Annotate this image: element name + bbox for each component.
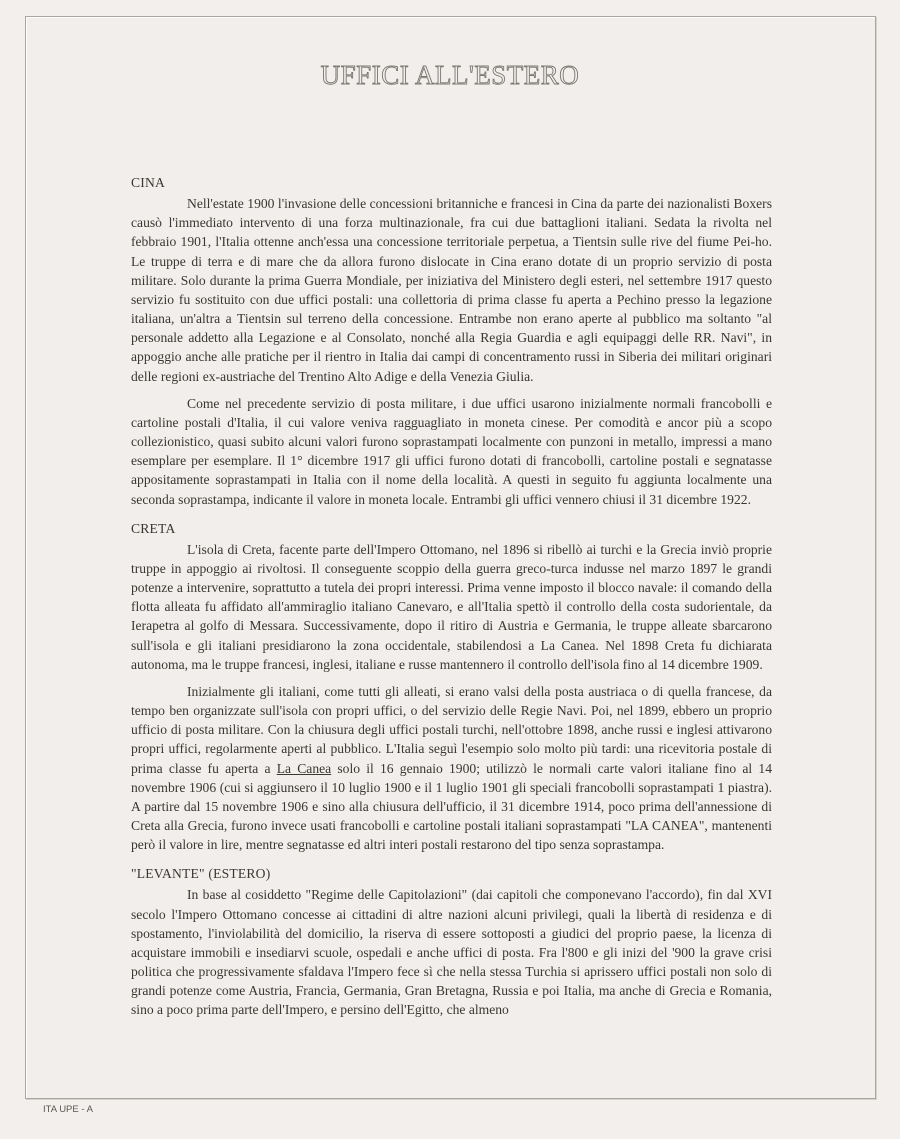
section-creta [131, 519, 772, 855]
paragraph [131, 682, 772, 854]
document-body [131, 173, 772, 1028]
section-heading: CINA [131, 175, 166, 190]
section-levante [131, 864, 772, 1019]
paragraph-text: Inizialmente gli italiani, come tutti gli alleati, si erano valsi della posta austriaca o di quella francese, da tempo ben organizzate sull'isola con propri uffici, o del servizio delle Regie Navi. Poi, nel 1899, ebbero un proprio ufficio di posta militare. Con la chiusura degli uffici postali turchi, nell'ottobre 1898, anche russi e inglesi attivarono propri uffici, regolarmente aperti al pubblico. L'Italia seguì l'esempio solo molto più tardi: una ricevitoria postale di prima classe fu aperta a [131, 683, 772, 776]
paragraph: Come nel precedente servizio di posta militare, i due uffici usarono inizialmente normali francobolli e cartoline postali d'Italia, il cui valore veniva ragguagliato in moneta cinese. Per comodità e ancor più a scopo collezionistico, quasi subito alcuni valori furono soprastampati localmente con punzoni in metallo, impressi a mano esemplare per esemplare. Il 1° dicembre 1917 gli uffici furono dotati di francobolli, cartoline postali e segnatasse appositamente soprastampati in Italia con il nome della località. A questi in seguito fu aggiunta localmente una seconda soprastampa, indicante il valore in moneta locale. Entrambi gli uffici vennero chiusi il 31 dicembre 1922. [131, 395, 772, 507]
underlined-place-name: La Canea [276, 760, 332, 776]
paragraph: In base al cosiddetto "Regime delle Capitolazioni" (dai capitoli che componevano l'accordo), fin dal XVI secolo l'Impero Ottomano concesse ai cittadini di altre nazioni alcuni privilegi, quali la libertà di residenza e di spostamento, l'inviolabilità del domicilio, la riserva di essere sottoposti a giudici del proprio paese, la licenza di acquistare immobili e insediarvi scuole, ospedali e anche uffici di posta. Fra l'800 e gli inizi del '900 la grave crisi politica che progressivamente sfaldava l'Impero fece sì che nella stessa Turchia si aprissero uffici postali non solo di grandi potenze come Austria, Francia, Germania, Gran Bretagna, Russia e poi Italia, ma anche di Grecia e Romania, sino a poco prima parte dell'Impero, e persino dell'Egitto, che almeno [131, 887, 772, 1018]
section-cina [131, 173, 772, 509]
page-title: UFFICI ALL'ESTERO [320, 60, 580, 90]
section-heading: "LEVANTE" (ESTERO) [131, 866, 271, 882]
section-heading: CRETA [131, 520, 176, 536]
paragraph-text: solo il 16 gennaio 1900; utilizzò le normali carte valori italiane fino al 14 novembre 1906 (cui si aggiunsero il 10 luglio 1900 e il 1 luglio 1901 gli speciali francobolli soprastampati 1 piastra). A partire dal 15 novembre 1906 e sino alla chiusura dell'ufficio, il 31 dicembre 1914, poco prima dell'annessione di Creta alla Grecia, furono invece usati francobolli e cartoline postali italiani soprastampati "LA CANEA", mantenenti però il valore in lire, mentre segnatasse ed altri interi postali restarono del tipo senza soprastampa. [131, 760, 772, 853]
paragraph: L'isola di Creta, facente parte dell'Impero Ottomano, nel 1896 si ribellò ai turchi e la Grecia inviò proprie truppe in appoggio ai rivoltosi. Il conseguente scoppio della guerra greco-turca indusse nel marzo 1897 le grandi potenze a intervenire, soprattutto a tutela dei propri interessi. Prima venne imposto il blocco navale: il comando della flotta alleata fu affidato all'ammiraglio italiano Canevaro, e all'Italia spettò il controllo della costa sudorientale, da Ierapetra al golfo di Messara. Successivamente, dopo il ritiro di Austria e Germania, le truppe alleate sbarcarono sull'isola e gli italiani presidiarono la zona occidentale, stabilendosi a La Canea. Nel 1898 Creta fu dichiarata autonoma, ma le truppe francesi, inglesi, italiane e russe mantennero il controllo dell'isola fino al 14 dicembre 1909. [131, 541, 772, 672]
footer-page-code: ITA UPE - A [43, 1104, 93, 1115]
paragraph: Nell'estate 1900 l'invasione delle concessioni britanniche e francesi in Cina da parte dei nazionalisti Boxers causò l'immediato intervento di una forza multinazionale, fra cui due battaglioni italiani. Sedata la rivolta nel febbraio 1901, l'Italia ottenne anch'essa una concessione territoriale perpetua, a Tientsin sulle rive del fiume Pei-ho. Le truppe di terra e di mare che da allora furono dislocate in Cina erano dotate di un proprio servizio di posta militare. Solo durante la prima Guerra Mondiale, per iniziativa del Ministero degli esteri, nel settembre 1917 questo servizio fu sostituito con due uffici postali: una collettoria di prima classe fu aperta a Pechino presso la legazione italiana, un'altra a Tientsin sul terreno della concessione. Entrambe non erano aperte al pubblico ma soltanto "al personale addetto alla Legazione e al Consolato, nonché alla Regia Guardia e agli equipaggi delle RR. Navi", in appoggio anche alle pratiche per il rientro in Italia dai campi di concentramento russi in Siberia dei militari originari delle regioni ex-austriache del Trentino Alto Adige e della Venezia Giulia. [131, 196, 772, 384]
